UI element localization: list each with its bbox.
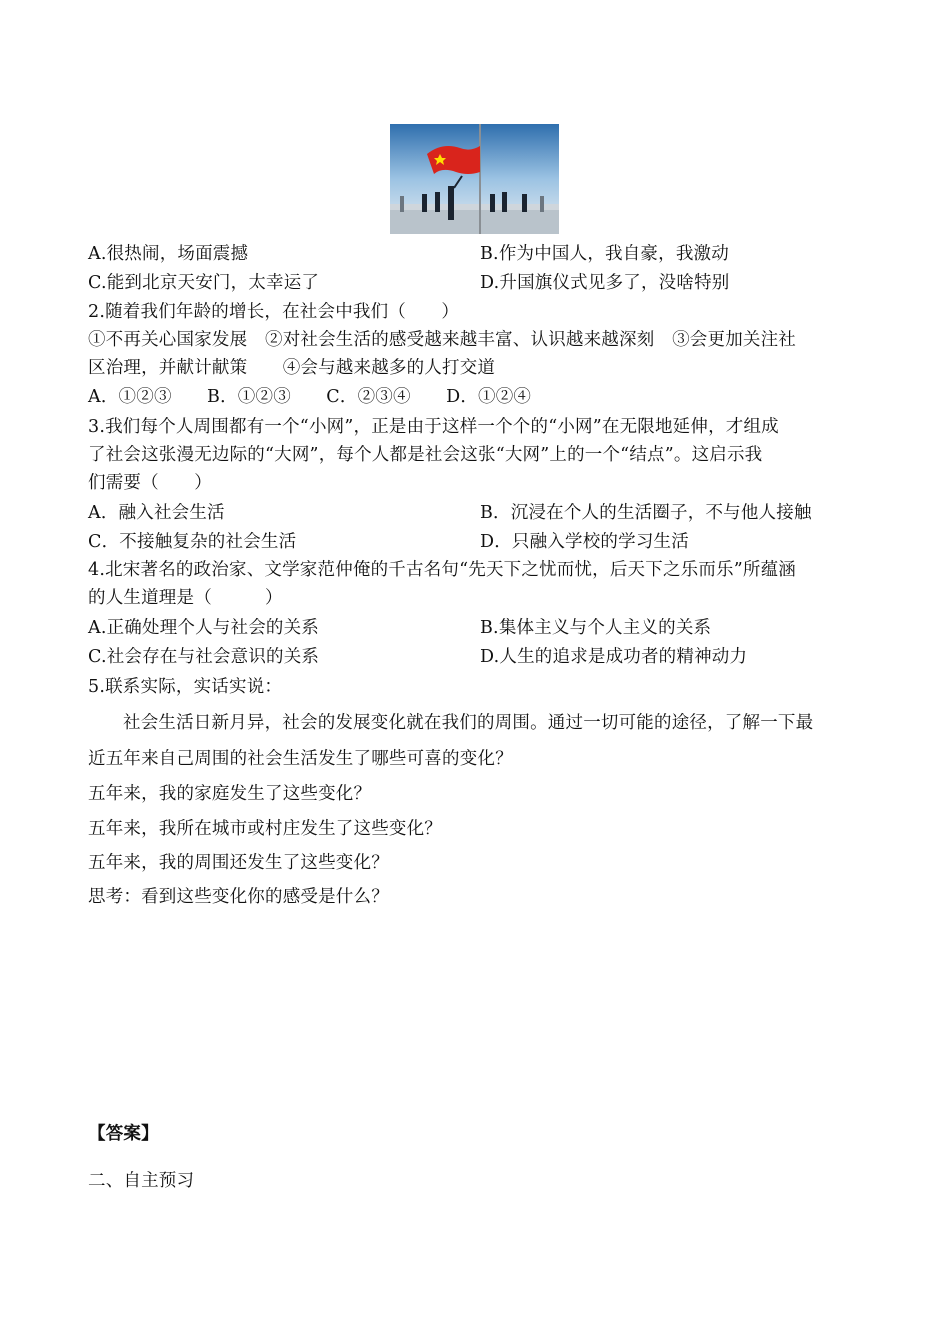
q4-stem-line-1: 4.北宋著名的政治家、文学家范仲俺的千古名句“先天下之忧而忧，后天下之乐而乐”所蕴涵 [88,560,796,580]
q5-city-change: 五年来，我所在城市或村庄发生了这些变化？ [88,819,442,839]
q1-option-a: A.很热闹，场面震撼 [88,244,249,264]
q2-stem: 2.随着我们年龄的增长，在社会中我们（ ） [88,302,460,322]
q4-option-c: C.社会存在与社会意识的关系 [88,647,320,667]
q5-reflection: 思考：看到这些变化你的感受是什么？ [88,887,389,907]
q4-option-b: B.集体主义与个人主义的关系 [480,618,712,638]
q3-stem-line-2: 了社会这张漫无边际的“大网”，每个人都是社会这张“大网”上的一个“结点”。这启示我 [88,445,763,465]
q3-option-a: A．融入社会生活 [88,503,225,523]
q3-stem-line-3: 们需要（ ） [88,473,212,493]
q4-stem-line-2: 的人生道理是（ ） [88,588,283,608]
q3-option-row-ab [88,503,812,523]
q3-option-row-cd [88,532,689,552]
q5-family-change: 五年来，我的家庭发生了这些变化？ [88,784,372,804]
q5-stem: 5.联系实际，实话实说： [88,677,283,697]
q1-option-row-cd [88,273,730,293]
q1-option-c: C.能到北京天安门，太幸运了 [88,273,320,293]
q2-statement-line-2: 区治理，并献计献策 ④会与越来越多的人打交道 [88,358,496,378]
q5-paragraph-line-2: 近五年来自己周围的社会生活发生了哪些可喜的变化？ [88,749,513,769]
q4-option-row-ab [88,618,712,638]
q2-statement-line-1: ①不再关心国家发展 ②对社会生活的感受越来越丰富、认识越来越深刻 ③会更加关注社 [88,330,796,350]
q3-stem-line-1: 3.我们每个人周围都有一个“小网”，正是由于这样一个个的“小网”在无限地延伸，才组成 [88,417,779,437]
q1-option-row-ab [88,244,729,264]
q3-option-d: D．只融入学校的学习生活 [480,532,689,552]
q2-options: A．①②③ B．①②③ C．②③④ D．①②④ [88,387,532,407]
q4-option-a: A.正确处理个人与社会的关系 [88,618,319,638]
answer-title: 【答案】 [88,1124,159,1144]
q1-option-d: D.升国旗仪式见多了，没啥特别 [480,273,730,293]
q5-surrounding-change: 五年来，我的周围还发生了这些变化？ [88,853,389,873]
answer-section-heading: 二、自主预习 [88,1171,195,1191]
q4-option-row-cd [88,647,748,667]
q5-paragraph-line-1: 社会生活日新月异，社会的发展变化就在我们的周围。通过一切可能的途径，了解一下最 [123,713,814,733]
q1-option-b: B.作为中国人，我自豪，我激动 [480,244,729,264]
flag-raising-ceremony-photo [390,124,559,234]
q3-option-b: B．沉浸在个人的生活圈子，不与他人接触 [480,503,812,523]
q4-option-d: D.人生的追求是成功者的精神动力 [480,647,748,667]
q3-option-c: C．不接触复杂的社会生活 [88,532,297,552]
